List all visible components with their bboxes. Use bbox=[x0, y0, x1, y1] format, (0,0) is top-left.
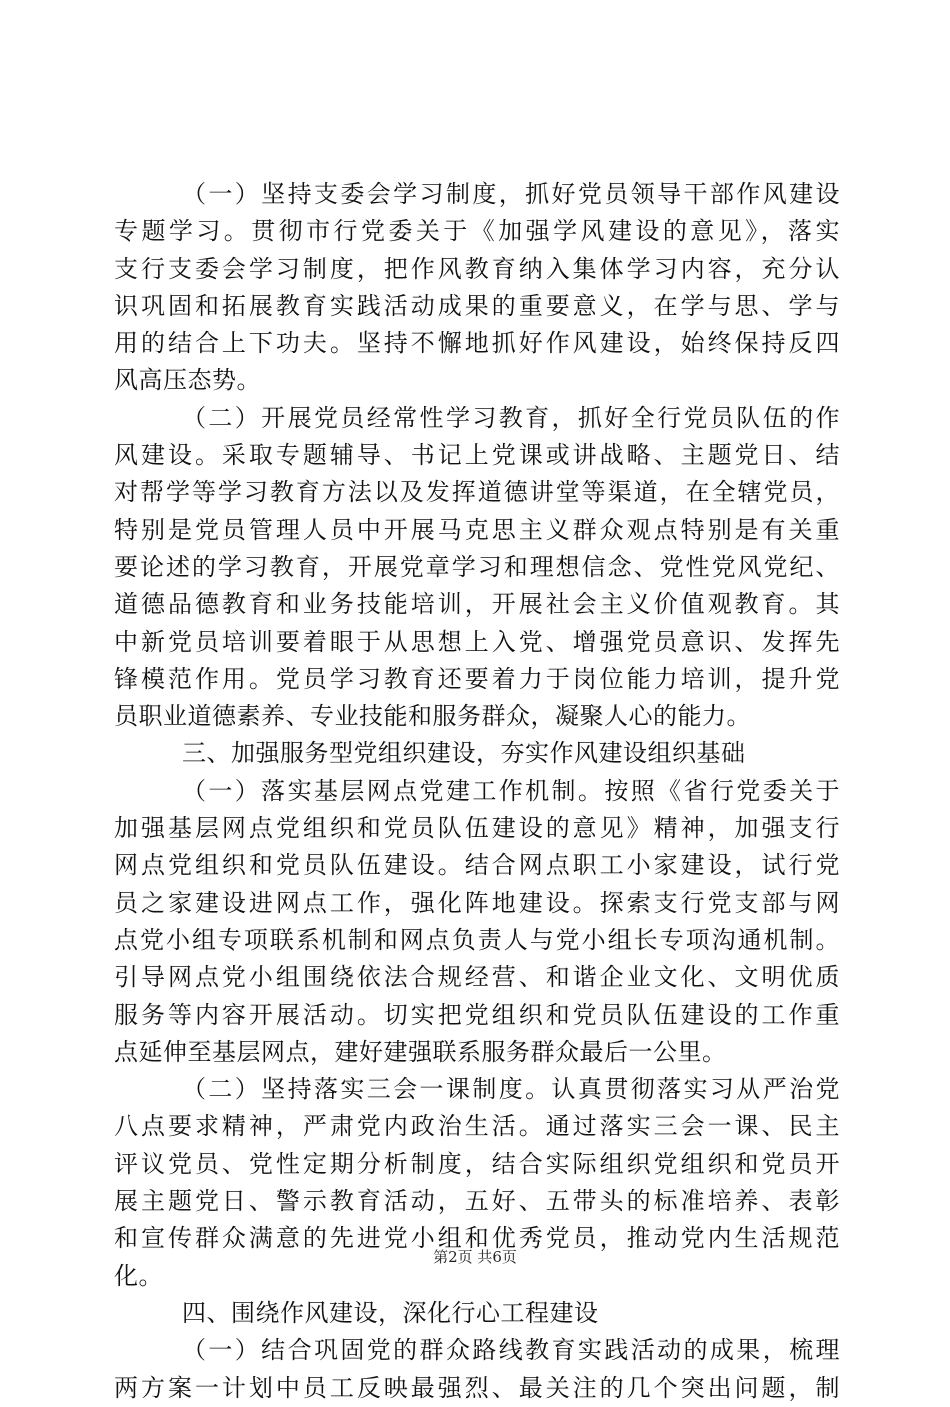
text-line: 和宣传群众满意的先进党小组和优秀党员，推动党内生活规范 bbox=[114, 1224, 840, 1253]
text-line: 三、加强服务型党组织建设，夯实作风建设组织基础 bbox=[182, 739, 746, 768]
text-line: 八点要求精神，严肃党内政治生活。通过落实三会一课、民主 bbox=[114, 1112, 840, 1141]
text-line: 特别是党员管理人员中开展马克思主义群众观点特别是有关重 bbox=[114, 515, 840, 544]
text-line: 要论述的学习教育，开展党章学习和理想信念、党性党风党纪、 bbox=[114, 552, 840, 581]
text-line: （一）坚持支委会学习制度，抓好党员领导干部作风建设 bbox=[182, 180, 840, 208]
document-body bbox=[114, 176, 840, 1407]
text-line: 两方案一计划中员工反映最强烈、最关注的几个突出问题，制 bbox=[114, 1373, 840, 1402]
text-line: 服务等内容开展活动。切实把党组织和党员队伍建设的工作重 bbox=[114, 1000, 840, 1029]
text-line: （二）开展党员经常性学习教育，抓好全行党员队伍的作 bbox=[182, 403, 840, 432]
text-line: 点党小组专项联系机制和网点负责人与党小组长专项沟通机制。 bbox=[114, 925, 840, 954]
text-line: 锋模范作用。党员学习教育还要着力于岗位能力培训，提升党 bbox=[114, 664, 840, 693]
text-line: 专题学习。贯彻市行党委关于《加强学风建设的意见》，落实 bbox=[114, 217, 840, 246]
text-line: 风建设。采取专题辅导、书记上党课或讲战略、主题党日、结 bbox=[114, 441, 840, 470]
text-line: 风高压态势。 bbox=[114, 366, 261, 395]
text-line: 识巩固和拓展教育实践活动成果的重要意义，在学与思、学与 bbox=[114, 291, 840, 320]
text-line: 四、围绕作风建设，深化行心工程建设 bbox=[182, 1298, 599, 1327]
text-line: （一）落实基层网点党建工作机制。按照《省行党委关于 bbox=[182, 776, 840, 805]
text-line: 引导网点党小组围绕依法合规经营、和谐企业文化、文明优质 bbox=[114, 963, 840, 992]
text-line: 员职业道德素养、专业技能和服务群众，凝聚人心的能力。 bbox=[114, 702, 751, 731]
text-line: 道德品德教育和业务技能培训，开展社会主义价值观教育。其 bbox=[114, 590, 840, 619]
text-line: 网点党组织和党员队伍建设。结合网点职工小家建设，试行党 bbox=[114, 851, 840, 880]
text-line: 对帮学等学习教育方法以及发挥道德讲堂等渠道，在全辖党员， bbox=[114, 478, 840, 507]
text-line: 评议党员、党性定期分析制度，结合实际组织党组织和党员开 bbox=[114, 1149, 840, 1178]
text-line: 中新党员培训要着眼于从思想上入党、增强党员意识、发挥先 bbox=[114, 627, 840, 656]
text-line: 加强基层网点党组织和党员队伍建设的意见》精神，加强支行 bbox=[114, 814, 840, 843]
text-line: 支行支委会学习制度，把作风教育纳入集体学习内容，充分认 bbox=[114, 254, 840, 283]
text-line: 员之家建设进网点工作，强化阵地建设。探索支行党支部与网 bbox=[114, 888, 840, 917]
text-line: 化。 bbox=[114, 1261, 163, 1290]
text-line: 用的结合上下功夫。坚持不懈地抓好作风建设，始终保持反四 bbox=[114, 329, 840, 358]
text-line: 点延伸至基层网点，建好建强联系服务群众最后一公里。 bbox=[114, 1037, 727, 1066]
text-line: （二）坚持落实三会一课制度。认真贯彻落实习从严治党 bbox=[182, 1075, 840, 1104]
text-line: （一）结合巩固党的群众路线教育实践活动的成果，梳理 bbox=[182, 1336, 840, 1365]
page-footer: 第2页 共6页 bbox=[433, 1248, 517, 1266]
text-line: 展主题党日、警示教育活动，五好、五带头的标准培养、表彰 bbox=[114, 1187, 840, 1216]
